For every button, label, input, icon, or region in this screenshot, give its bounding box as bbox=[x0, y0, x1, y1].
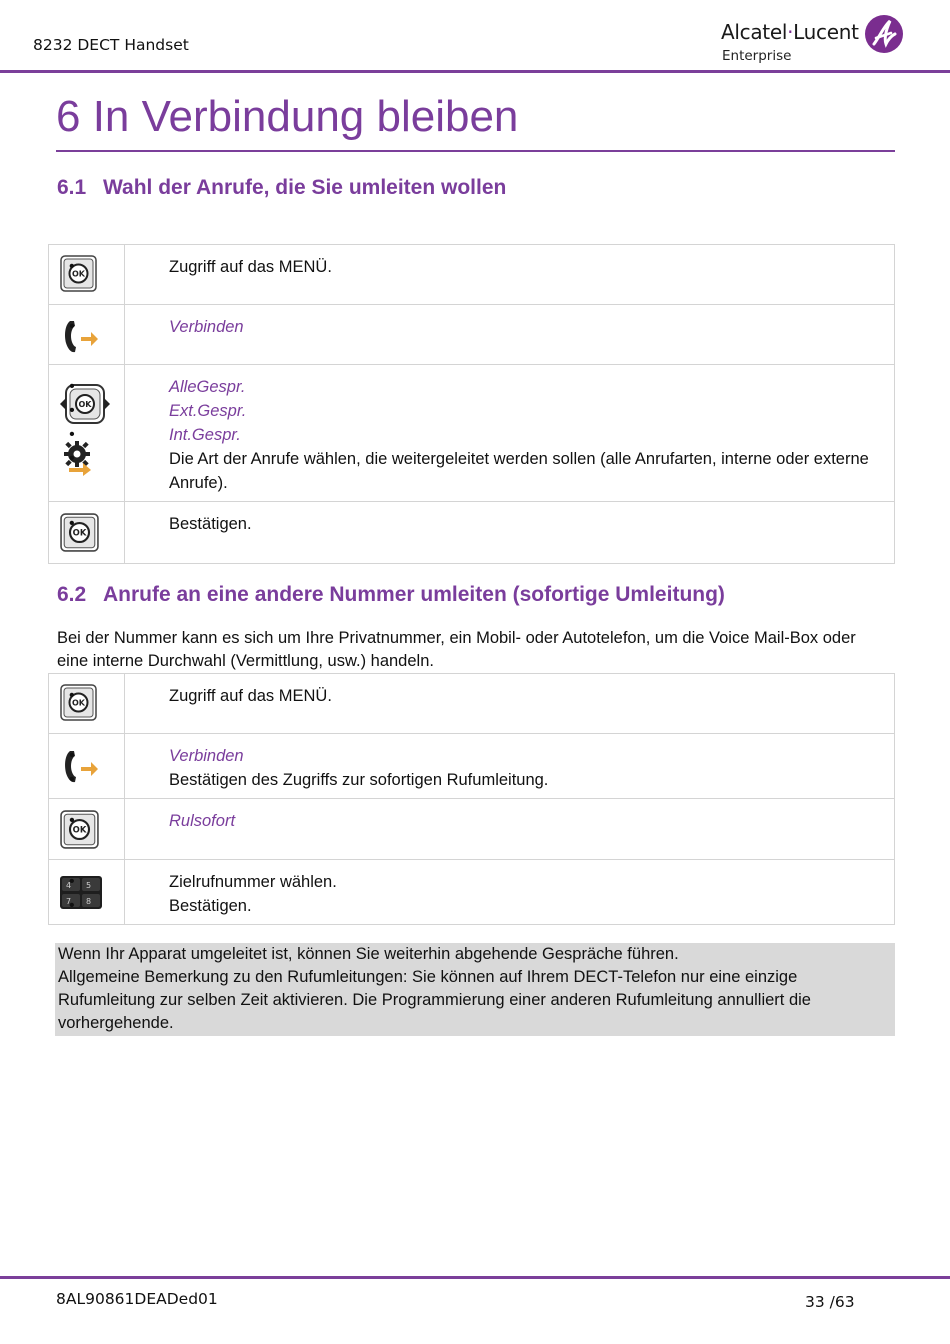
step-text: • Zugriff auf das MENÜ. bbox=[69, 684, 874, 708]
step-row bbox=[49, 365, 895, 502]
note-line: Allgemeine Bemerkung zu den Rufumleitungen: Sie können auf Ihrem DECT-Telefon nur eine einzige Rufumleitung zur selben Zeit aktivieren. Die Programmierung einer anderen Rufumleitung annulliert die vorhergehende. bbox=[58, 968, 811, 1032]
step-text: • Verbinden bbox=[69, 315, 874, 339]
step-text: • Int.Gespr. bbox=[69, 423, 874, 447]
step-text: • Bestätigen des Zugriffs zur sofortigen Rufumleitung. bbox=[69, 768, 874, 792]
note-line: Wenn Ihr Apparat umgeleitet ist, können Sie weiterhin abgehende Gespräche führen. bbox=[58, 945, 679, 963]
steps-table-6-2 bbox=[48, 673, 895, 925]
svg-text:OK: OK bbox=[72, 527, 87, 538]
step-text: • Verbinden bbox=[69, 744, 874, 768]
step-text: • Zugriff auf das MENÜ. bbox=[69, 255, 874, 279]
chapter-title: 6 In Verbindung bleiben bbox=[56, 92, 519, 141]
step-text: • Die Art der Anrufe wählen, die weitergeleitet werden sollen (alle Anrufarten, interne oder externe Anrufe). bbox=[69, 447, 874, 495]
keypad-key: 8 bbox=[86, 897, 92, 906]
step-row bbox=[49, 799, 895, 860]
step-text: • Zielrufnummer wählen. bbox=[69, 870, 874, 894]
note-box bbox=[55, 943, 895, 1036]
step-text: • AlleGespr. bbox=[69, 375, 874, 399]
logo-subtitle: Enterprise bbox=[722, 48, 792, 64]
step-text: • Rulsofort bbox=[69, 809, 874, 833]
step-text: • Bestätigen. bbox=[69, 512, 874, 536]
step-row bbox=[49, 305, 895, 365]
svg-text:OK: OK bbox=[72, 269, 85, 279]
step-row bbox=[49, 860, 895, 925]
step-text: • Bestätigen. bbox=[69, 894, 874, 918]
svg-text:OK: OK bbox=[72, 698, 85, 708]
step-row bbox=[49, 674, 895, 734]
step-row bbox=[49, 502, 895, 564]
keypad-key: 7 bbox=[66, 897, 72, 906]
step-row bbox=[49, 734, 895, 799]
step-text: • Ext.Gespr. bbox=[69, 399, 874, 423]
document-reference: 8AL90861DEADed01 bbox=[56, 1290, 218, 1308]
section-heading-6-1: 6.1 Wahl der Anrufe, die Sie umleiten wollen bbox=[57, 176, 507, 199]
header-rule bbox=[0, 70, 950, 73]
section-intro: Bei der Nummer kann es sich um Ihre Privatnummer, ein Mobil- oder Autotelefon, um die Voice Mail-Box oder eine interne Durchwahl (Vermittlung, usw.) handeln. bbox=[57, 629, 856, 670]
section-heading-6-2: 6.2 Anrufe an eine andere Nummer umleiten (sofortige Umleitung) bbox=[57, 583, 725, 606]
keypad-key: 5 bbox=[86, 881, 92, 890]
svg-text:OK: OK bbox=[72, 824, 87, 835]
footer-rule bbox=[0, 1276, 950, 1279]
logo-wordmark: Alcatel·Lucent bbox=[721, 20, 859, 44]
document-title: 8232 DECT Handset bbox=[33, 36, 189, 54]
keypad-key: 4 bbox=[66, 881, 72, 890]
alcatel-lucent-logo-icon bbox=[864, 14, 904, 54]
svg-text:OK: OK bbox=[78, 400, 92, 409]
company-logo bbox=[721, 14, 906, 66]
step-row bbox=[49, 245, 895, 305]
steps-table-6-1 bbox=[48, 244, 895, 564]
chapter-rule bbox=[56, 150, 895, 152]
page-number: 33 /63 bbox=[805, 1293, 855, 1311]
